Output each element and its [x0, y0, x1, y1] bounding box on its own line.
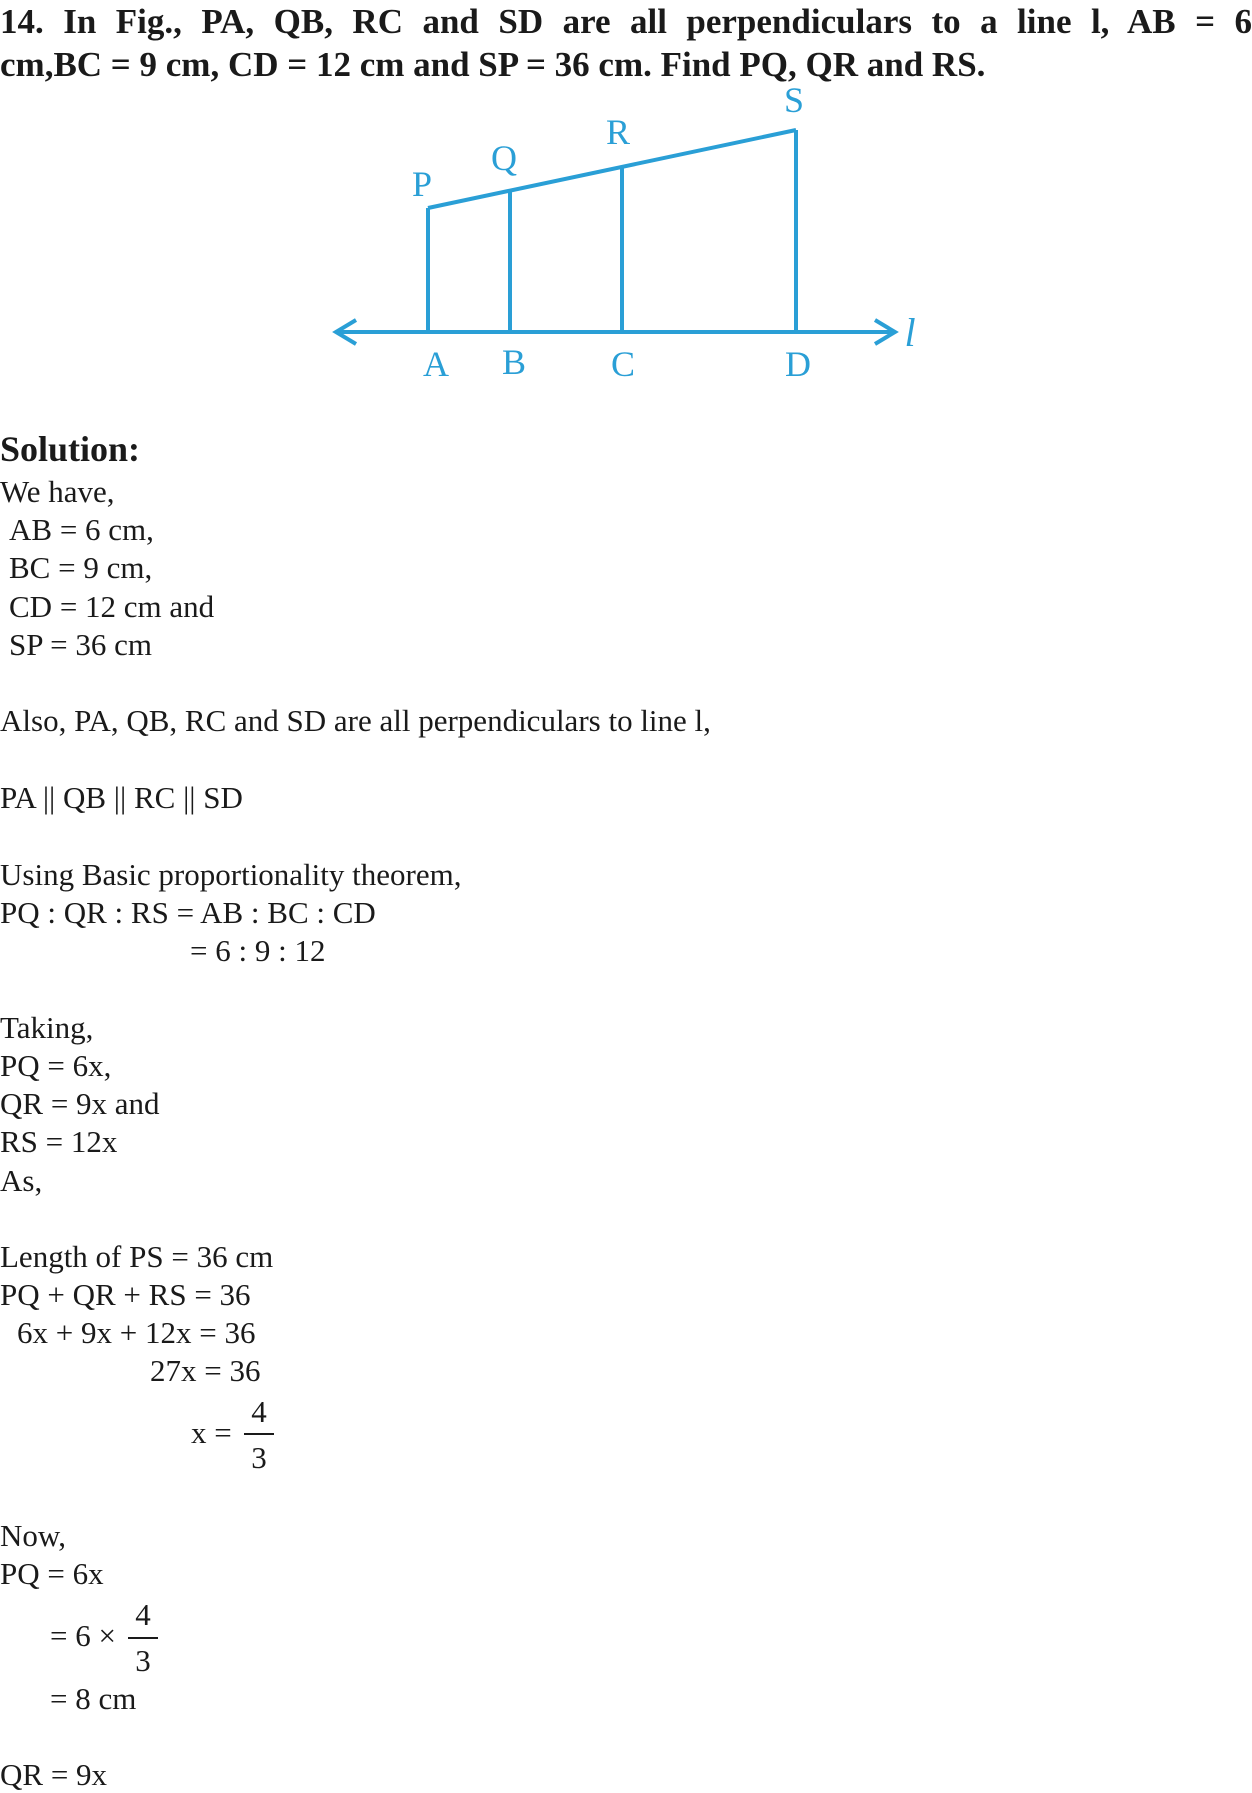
fraction-x-denominator: 3: [251, 1440, 267, 1475]
solution-line: PQ : QR : RS = AB : BC : CD: [0, 895, 376, 930]
label-q: Q: [491, 138, 517, 178]
solution-line: 6x + 9x + 12x = 36: [17, 1315, 256, 1350]
label-b: B: [501, 342, 527, 382]
solution-line: PQ = 6x: [0, 1556, 104, 1591]
geometry-figure: [320, 78, 940, 403]
label-p: P: [411, 164, 433, 204]
fraction-pq-numerator: 4: [135, 1597, 151, 1632]
solution-line: BC = 9 cm,: [9, 550, 153, 585]
question-line-1: 14. In Fig., PA, QB, RC and SD are all perpendiculars to a line l, AB = 6: [0, 2, 1252, 41]
fraction-x-bar: [244, 1433, 274, 1435]
solution-line: PQ = 6x,: [0, 1048, 112, 1083]
label-l: l: [904, 310, 916, 355]
fraction-pq-bar: [128, 1637, 158, 1639]
question-text: [0, 0, 1252, 86]
label-s: S: [783, 80, 805, 120]
figure-svg: [320, 78, 940, 398]
solution-line: Taking,: [0, 1010, 94, 1045]
fraction-x-numerator: 4: [251, 1394, 267, 1429]
label-a: A: [423, 344, 449, 384]
solution-line: = 6 : 9 : 12: [190, 933, 326, 968]
fraction-pq-denominator: 3: [135, 1643, 151, 1678]
solution-heading: Solution:: [0, 429, 141, 469]
solution-line: QR = 9x and: [0, 1086, 160, 1121]
label-d: D: [785, 344, 811, 384]
pq-times-label: = 6 ×: [50, 1618, 116, 1653]
label-c: C: [610, 344, 636, 384]
solution-line: RS = 12x: [0, 1124, 118, 1159]
solution-line: Using Basic proportionality theorem,: [0, 857, 462, 892]
solution-line: PA || QB || RC || SD: [0, 780, 243, 815]
solution-line: Now,: [0, 1518, 67, 1553]
solution-line: We have,: [0, 474, 115, 509]
solution-line: Length of PS = 36 cm: [0, 1239, 274, 1274]
solution-line: Also, PA, QB, RC and SD are all perpendiculars to line l,: [0, 703, 711, 738]
solution-line: AB = 6 cm,: [9, 512, 154, 547]
solution-line: SP = 36 cm: [9, 627, 152, 662]
solution-line: QR = 9x: [0, 1757, 108, 1792]
solution-line: As,: [0, 1163, 43, 1198]
question-line-2: cm,BC = 9 cm, CD = 12 cm and SP = 36 cm. Find PQ, QR and RS.: [0, 45, 986, 84]
x-equals-label: x =: [191, 1415, 232, 1450]
solution-line: = 8 cm: [50, 1681, 137, 1716]
solution-line: 27x = 36: [150, 1353, 261, 1388]
label-r: R: [605, 112, 631, 152]
solution-line: CD = 12 cm and: [9, 589, 215, 624]
solution-line: PQ + QR + RS = 36: [0, 1277, 251, 1312]
